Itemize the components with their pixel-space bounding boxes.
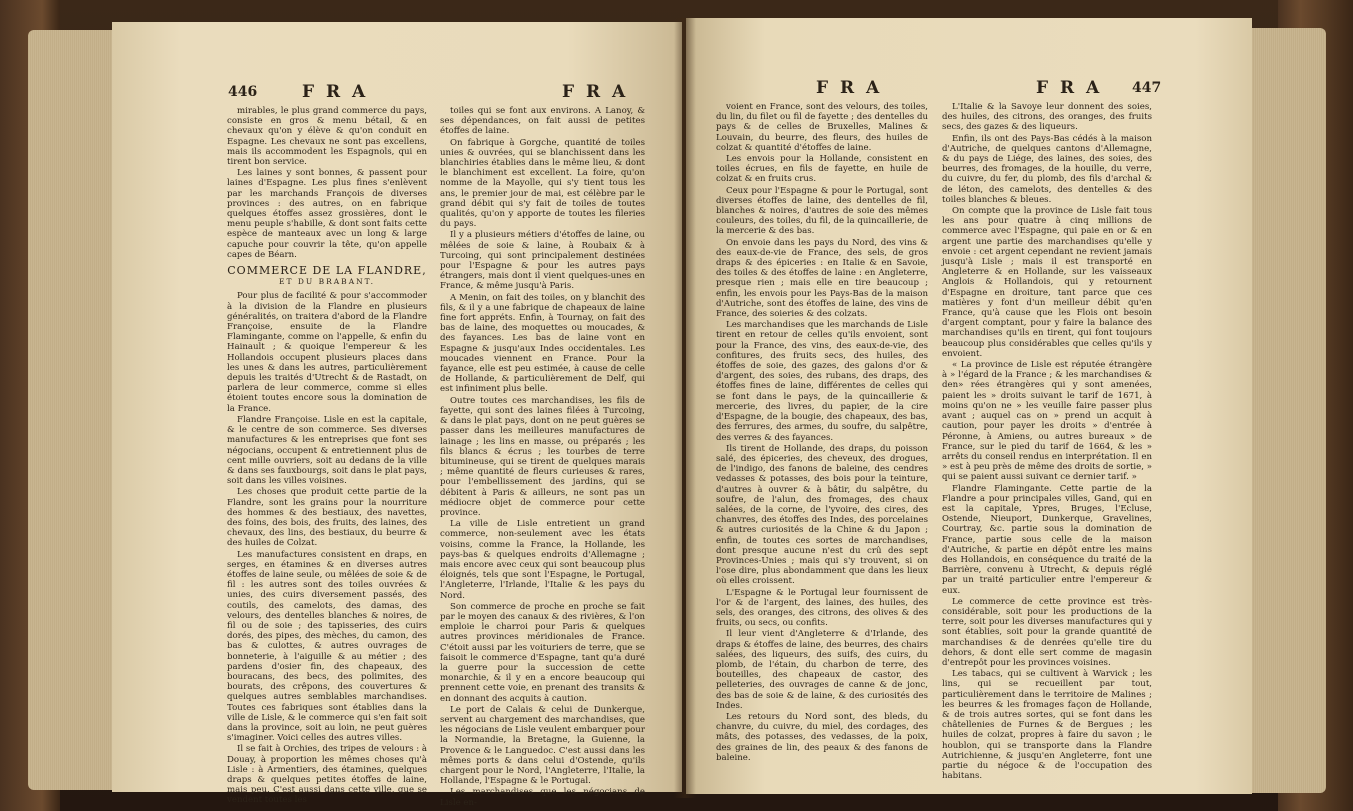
paragraph: Les tabacs, qui se cultivent à Warvick ; les lins, qui se recueillent par tout, particulièrement dans le territoire de Malines ; les beurres & les fromages façon de Hollande, & de trois autres sortes, qui se font dans les châtellenies de Furnes & de Bergues ; les huiles de colzat, propres à faire du savon ; le houblon, qui se transporte dans la Flandre Autrichienne, & jusqu'en Angleterre, font une partie du négoce & de l'occupation des habitans. [942,669,1152,782]
paragraph: Les choses que produit cette partie de la Flandre, sont les grains pour la nourriture des hommes & des bestiaux, des navettes, des foins, des bois, des fruits, des laines, des chevaux, des lins, des bestiaux, du beurre & des huiles de Colzat. [227,487,427,549]
paragraph: Outre toutes ces marchandises, les fils de fayette, qui sont des laines filées à Turcoing, & dans le plat pays, dont on ne peut guères se passer dans les meilleures manufactures de lainage ; les lins en masse, ou préparés ; les fils blancs & écrus ; les tourbes de terre bitumineuse, qui se tirent de quelques marais ; même quantité de fleurs curieuses & rares, pour l'embellissement des jardins, qui se débitent à Paris & ailleurs, ne sont pas un médiocre objet de commerce pour cette province. [440,395,645,518]
section-subtitle: ET DU BRABANT. [279,277,375,287]
paragraph: Enfin, ils ont des Pays-Bas cédés à la maison d'Autriche, de quelques cantons d'Allemagne, & du pays de Liége, des laines, des soies, des beurres, des fromages, de la houille, du verre, du cuivre, du fer, du plomb, des fils d'archal & de léton, des camelots, des dentelles & des toiles blanches & bleues. [942,133,1152,205]
paragraph: toiles qui se font aux environs. A Lanoy, & ses dépendances, on fait aussi de petites étoffes de laine. [440,106,645,137]
paragraph: Les laines y sont bonnes, & passent pour laines d'Espagne. Les plus fines s'enlèvent par les marchands François de diverses provinces : des autres, on en fabrique quelques étoffes assez grossières, dont le menu peuple s'habille, & dont sont faits cette espèce de manteaux avec un long & large capuche pour couvrir la tête, qu'on appelle capes de Béarn. [227,168,427,260]
running-header-left: F R A [302,82,369,102]
running-header-right: F R A [562,82,629,102]
page-edges-left [28,30,123,790]
paragraph: Les envois pour la Hollande, consistent en toiles écrues, en fils de fayette, en huile de colzat & en fruits crus. [716,154,928,185]
paragraph: Les retours du Nord sont, des bleds, du chanvre, du cuivre, du miel, des cordages, des mâts, des potasses, des vedasses, de la poix, des graines de lin, des peaux & des fanons de baleine. [716,711,928,763]
paragraph: L'Espagne & le Portugal leur fournissent de l'or & de l'argent, des laines, des huiles, des sels, des oranges, des citrons, des olives & des fruits, ou secs, ou confits. [716,587,928,629]
paragraph: A Menin, on fait des toiles, on y blanchit des fils, & il y a une fabrique de chapeaux de laine fine fort appréts. Enfin, à Tournay, on fait des bas de laine, des moquettes ou moucades, & des fayances. Les bas de laine vont en Espagne & jusqu'aux Indes occidentales. Les moucades viennent en France. Pour la fayance, elle est peu estimée, à cause de celle de Hollande, & particulièrement de Delf, qui est infiniment plus belle. [440,292,645,395]
running-header-right: F R A [1036,78,1103,98]
paragraph: Le port de Calais & celui de Dunkerque, servent au chargement des marchandises, que les négocians de Lisle veulent embarquer pour la Normandie, la Bretagne, la Guienne, la Provence & le Languedoc. C'est aussi dans les mêmes ports & dans celui d'Ostende, qu'ils chargent pour le Nord, l'Angleterre, l'Italie, la Hollande, l'Espagne & le Portugal. [440,704,645,787]
paragraph: voient en France, sont des velours, des toiles, du lin, du filet ou fil de fayette ; des dentelles du pays & de celles de Bruxelles, Malines & Louvain, du beurre, des fleurs, des huiles de colzat & quantité d'étoffes de laine. [716,102,928,153]
right-page-column-2 [942,102,1152,782]
paragraph: On compte que la province de Lisle fait tous les ans pour quatre à cinq millions de commerce avec l'Espagne, qui paie en or & en argent une partie des marchandises qu'elle y envoie : cet argent cependant ne revient jamais jusqu'à Lisle ; mais il est transporté en Angleterre & en Hollande, sur les vaisseaux Anglois & Hollandois, qui y retournent d'Espagne en droiture, tant parce que ces matières y font d'un meilleur débit qu'en France, qu'à cause que les Flois ont besoin d'argent comptant, pour y faire la balance des marchandises qu'ils en tirent, qui font toujours beaucoup plus considérables que celles qu'ils y envoient. [942,206,1152,359]
page-number: 446 [228,84,258,100]
paragraph: Son commerce de proche en proche se fait par le moyen des canaux & des rivières, & l'on emploie le charroi pour Paris & quelques autres provinces méridionales de France. C'étoit aussi par les voituriers de terre, que se faisoit le commerce d'Espagne, tant qu'a duré la guerre pour la succession de cette monarchie, & il y en a encore beaucoup qui prennent cette voie, en prenant des transits & en donnant des acquits à caution. [440,601,645,704]
paragraph: Ceux pour l'Espagne & pour le Portugal, sont diverses étoffes de laine, des dentelles de fil, blanches & noires, d'autres de soie des mêmes couleurs, des toiles, du fil, de la quincaillerie, de la mercerie & des bas. [716,185,928,237]
paragraph: Les manufactures consistent en draps, en serges, en étamines & en diverses autres étoffes de laine seule, ou mêlées de soie & de fil : les autres sont des toiles ouvrées & unies, des cuirs diversement passés, des coutils, des camelots, des damas, des velours, des dentelles blanches & noires, de fil ou de soie ; des tapisseries, des cuirs dorés, des pipes, des mèches, du camon, des bas & culottes, & autres ouvrages de bonneterie, à l'aiguille & au métier ; des pardens d'osier fin, des chapeaux, des bouracans, des becs, des polimites, des bourats, des crêpons, des couvertures & quelques autres semblables marchandises. Toutes ces fabriques sont établies dans la ville de Lisle, & le commerce qui s'en fait soit dans la province, soit au loin, ne peut guères s'imaginer. Voici celles des autres villes. [227,549,427,744]
paragraph: Flandre Françoise. Lisle en est la capitale, & le centre de son commerce. Ses diverses manufactures & les entreprises que font ses négocians, occupent & entretiennent plus de cent mille ouvriers, soit au dedans de la ville & dans ses fauxbourgs, soit dans le plat pays, soit dans les villes voisines. [227,414,427,487]
paragraph: Pour plus de facilité & pour s'accommoder à la division de la Flandre en plusieurs généralités, on traitera d'abord de la Flandre Françoise, ensuite de la Flandre Flamingante, comme on l'appelle, & enfin du Hainault ; & quoique l'empereur & les Hollandois occupent plusieurs places dans les unes & dans les autres, particulièrement depuis les traités d'Utrecht & de Rastadt, on parlera de leur commerce, comme si elles étoient toutes encore sous la domination de la France. [227,291,427,414]
left-page-column-2 [440,106,645,809]
paragraph: Le commerce de cette province est très-considérable, soit pour les productions de la terre, soit pour les diverses manufactures qui y sont établies, soit pour la grande quantité de marchandises & de denrées qu'elle tire du dehors, & dont elle sert comme de magasin d'entrepôt pour les provinces voisines. [942,596,1152,668]
left-page-column-1 [227,106,427,807]
paragraph: Il y a plusieurs métiers d'étoffes de laine, ou mêlées de soie & laine, à Roubaix & à Turcoing, qui sont principalement destinées pour l'Espagne & pour les autres pays étrangers, mais dont il vient quelques-unes en France, & même jusqu'à Paris. [440,230,645,292]
section-title: COMMERCE DE LA FLANDRE, [227,264,427,278]
left-page [112,22,682,808]
paragraph: Les marchandises que les négocians de Lisle en- [440,787,645,808]
right-page-column-1 [716,102,928,764]
paragraph: La ville de Lisle entretient un grand commerce, non-seulement avec les états voisins, comme la France, la Hollande, les pays-bas & quelques endroits d'Allemagne ; mais encore avec ceux qui sont beaucoup plus éloignés, tels que sont l'Espagne, le Portugal, l'Angleterre, l'Irlande, l'Italie & les pays du Nord. [440,519,645,601]
paragraph: Les marchandises que les marchands de Lisle tirent en retour de celles qu'ils envoient, sont pour la France, des vins, des eaux-de-vie, des confitures, des fruits secs, des huiles, des étoffes de soie, des gazes, des galons d'or & d'argent, des soies, des rubans, des draps, des étoffes fines de laine, différentes de celles qui se font dans le pays, de la quincaillerie & mercerie, des livres, du papier, de la cire d'Espagne, de la bougie, des chapeaux, des bas, des ferrures, des armes, du soufre, du salpêtre, des verres & des fayances. [716,320,928,443]
paragraph: Flandre Flamingante. Cette partie de la Flandre a pour principales villes, Gand, qui en est la capitale, Ypres, Bruges, l'Ecluse, Ostende, Nieuport, Dunkerque, Gravelines, Courtray, &c. partie sous la domination de France, partie sous celle de la maison d'Autriche, & partie en dépôt entre les mains des Hollandois, en conséquence du traité de la Barrière, convenu à Utrecht, & depuis réglé par un traité particulier entre l'empereur & eux. [942,483,1152,596]
paragraph: On fabrique à Gorgche, quantité de toiles unies & ouvrées, qui se blanchissent dans les blanchiries établies dans le même lieu, & dont le blanchiment est excellent. La foire, qu'on nomme de la Mayolle, qui s'y tient tous les ans, le premier jour de mai, est célèbre par le grand débit qui s'y fait de toiles de toutes qualités, qu'on y apporte de toutes les fileries du pays. [440,137,645,230]
right-page [686,18,1252,794]
paragraph: Ils tirent de Hollande, des draps, du poisson salé, des épiceries, des cheveux, des drogues, de l'indigo, des fanons de baleine, des cendres vedasses & potasses, des bois pour la teinture, d'autres à ouvrer & à bâtir, du salpêtre, du soufre, de l'alun, des fromages, des chaux salées, de la corne, de l'yvoire, des cires, des chanvres, des étoffes des Indes, des porcelaines & autres curiosités de la Chine & du Japon ; enfin, de toutes ces sortes de marchandises, dont presque aucune n'est du crû des sept Provinces-Unies ; mais qui s'y trouvent, si on l'ose dire, plus abondamment que dans les lieux où elles croissent. [716,443,928,587]
paragraph: « La province de Lisle est réputée étrangère à » l'égard de la France ; & les marchandises & den» rées étrangères qui y sont amenées, paient les » droits suivant le tarif de 1671, à moins qu'on ne » les veuille faire passer plus avant ; auquel cas on » prend un acquit à caution, pour payer les droits » d'entrée à Péronne, à Amiens, ou autres bureaux » de France, sur le pied du tarif de 1664, & les » arrêts du conseil rendus en interprétation. Il en » est à peu près de même des droits de sortie, » qui se paient aussi suivant ce dernier tarif. » [942,360,1152,483]
paragraph: On envoie dans les pays du Nord, des vins & des eaux-de-vie de France, des sels, de gros draps & des épiceries : en Italie & en Savoie, des toiles & des étoffes de laine : en Angleterre, presque rien ; mais elle en tire beaucoup ; enfin, les envois pour les Pays-Bas de la maison d'Autriche, sont des étoffes de laine, des vins de France, des soieries & des colzats. [716,237,928,320]
paragraph: Il se fait à Orchies, des tripes de velours : à Douay, à proportion les mêmes choses qu'à Lisle : à Armentiers, des étamines, quelques draps & quelques petites étoffes de laine, mais peu. C'est aussi dans cette ville, que se vendent toutes les [227,744,427,806]
book-gutter [674,18,696,798]
paragraph: Il leur vient d'Angleterre & d'Irlande, des draps & étoffes de laine, des beurres, des chairs salées, des liqueurs, des suifs, des cuirs, du plomb, de l'étain, du charbon de terre, des bouteilles, des chapeaux de castor, des pelleteries, des ouvrages de canne & de jonc, des bas de soie & de laine, & des curiosités des Indes. [716,629,928,711]
paragraph: L'Italie & la Savoye leur donnent des soies, des huiles, des citrons, des oranges, des fruits secs, des gazes & des liqueurs. [942,102,1152,133]
paragraph: mirables, le plus grand commerce du pays, consiste en gros & menu bétail, & en chevaux qu'on y élève & qu'on conduit en Espagne. Les chevaux ne sont pas excellens, mais ils accommodent les Espagnols, qui en tirent bon service. [227,106,427,168]
page-number: 447 [1132,80,1162,96]
page-edges-right [1248,28,1326,793]
running-header-left: F R A [816,78,883,98]
